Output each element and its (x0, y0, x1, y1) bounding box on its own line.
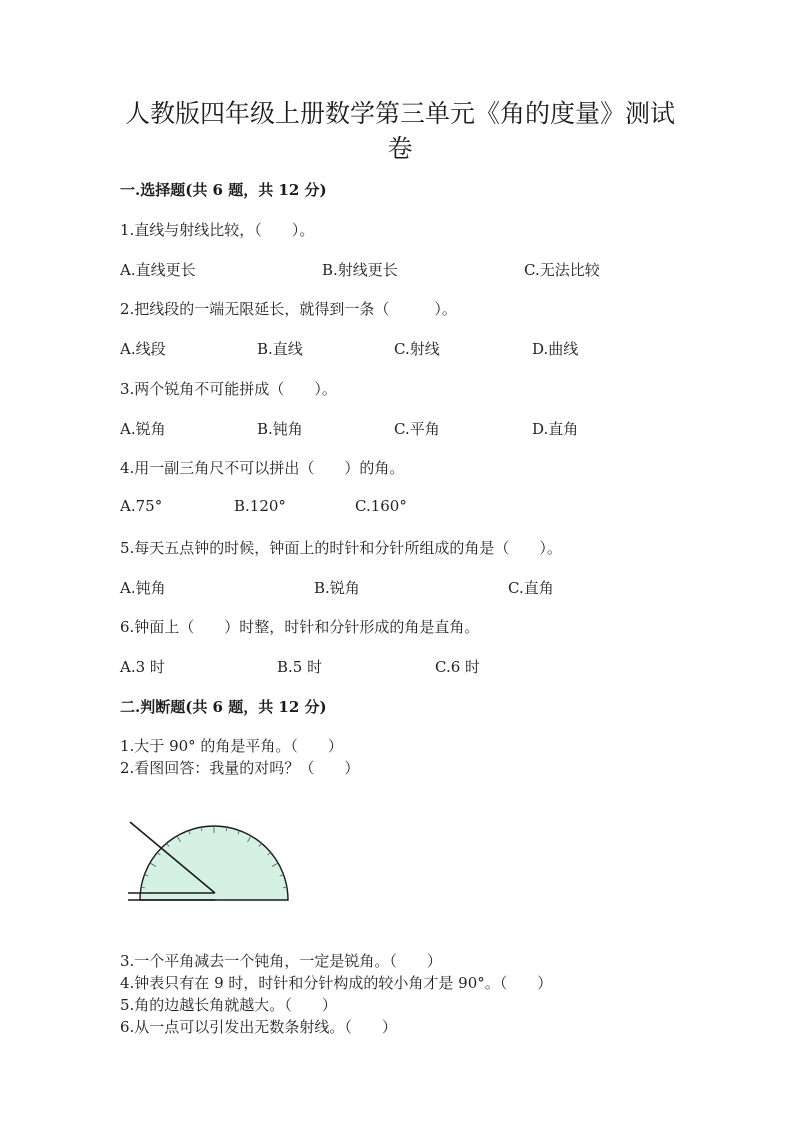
choice-6-option-a: A.3 时 (120, 658, 165, 676)
choice-3-option-a: A.锐角 (120, 420, 166, 438)
choice-5-option-a: A.钝角 (120, 579, 166, 597)
judge-question-4: 4.钟表只有在 9 时，时针和分针构成的较小角才是 90°。（ ） (120, 974, 553, 992)
choice-4-option-b: B.120° (234, 497, 286, 515)
section-heading-choice: 一.选择题(共 6 题，共 12 分) (120, 181, 327, 199)
choice-3-option-b: B.钝角 (257, 420, 303, 438)
judge-question-1: 1.大于 90° 的角是平角。（ ） (120, 737, 343, 755)
choice-4-option-a: A.75° (120, 497, 163, 515)
choice-2-option-d: D.曲线 (532, 340, 579, 358)
protractor-semicircle (140, 826, 288, 900)
choice-5-option-b: B.锐角 (314, 579, 360, 597)
choice-2-option-b: B.直线 (257, 340, 303, 358)
judge-question-6: 6.从一点可以引发出无数条射线。（ ） (120, 1018, 397, 1036)
choice-question-4: 4.用一副三角尺不可以拼出（ ）的角。 (120, 459, 405, 477)
choice-1-option-b: B.射线更长 (322, 261, 398, 279)
choice-4-option-c: C.160° (355, 497, 407, 515)
judge-question-3: 3.一个平角减去一个钝角，一定是锐角。（ ） (120, 952, 442, 970)
choice-6-option-b: B.5 时 (277, 658, 323, 676)
choice-question-3: 3.两个锐角不可能拼成（ ）。 (120, 380, 337, 398)
choice-question-6: 6.钟面上（ ）时整，时针和分针形成的角是直角。 (120, 618, 480, 636)
choice-3-option-c: C.平角 (394, 420, 440, 438)
judge-question-2: 2.看图回答：我量的对吗？（ ） (120, 759, 360, 777)
judge-question-5: 5.角的边越长角就越大。（ ） (120, 996, 337, 1014)
choice-question-2: 2.把线段的一端无限延长，就得到一条（ ）。 (120, 300, 457, 318)
choice-2-option-c: C.射线 (394, 340, 440, 358)
choice-2-option-a: A.线段 (120, 340, 166, 358)
choice-1-option-c: C.无法比较 (524, 261, 600, 279)
choice-3-option-d: D.直角 (532, 420, 579, 438)
protractor-figure (125, 818, 295, 906)
choice-question-5: 5.每天五点钟的时候，钟面上的时针和分针所组成的角是（ ）。 (120, 539, 562, 557)
page-title (120, 96, 680, 166)
choice-5-option-c: C.直角 (508, 579, 554, 597)
title-line-2: 卷 (387, 134, 413, 163)
choice-6-option-c: C.6 时 (435, 658, 481, 676)
choice-1-option-a: A.直线更长 (120, 261, 196, 279)
choice-question-1: 1.直线与射线比较，（ ）。 (120, 221, 315, 239)
section-heading-judgement: 二.判断题(共 6 题，共 12 分) (120, 698, 327, 716)
title-line-1: 人教版四年级上册数学第三单元《角的度量》测试 (124, 99, 675, 128)
